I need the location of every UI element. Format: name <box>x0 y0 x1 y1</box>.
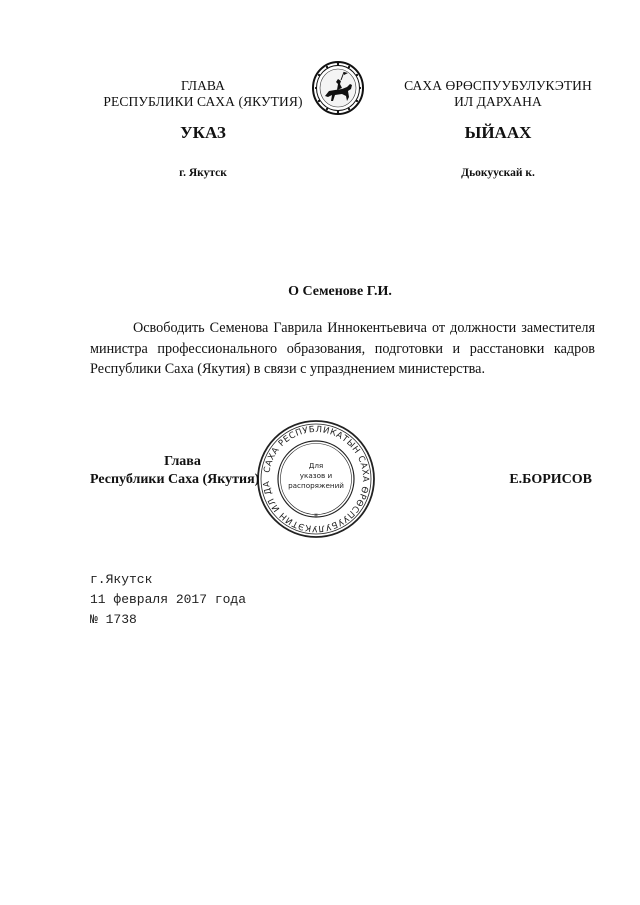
svg-text:*: * <box>314 512 318 521</box>
header-right <box>388 78 608 110</box>
stamp-ring-text: САХА РЕСПУБЛИКАТЫН САХА ӨРӨСПУУБУЛУКЭТИН ИЛ ДА <box>261 424 371 534</box>
footer-number: № 1738 <box>90 612 137 627</box>
title-ukaz: УКАЗ <box>180 123 226 142</box>
coat-of-arms-icon <box>311 60 365 116</box>
header-left <box>88 78 318 110</box>
stamp-inner-line1: Для <box>308 461 324 470</box>
footer-block <box>90 570 390 630</box>
signature-title-line1: Глава <box>164 454 201 469</box>
stamp-inner-line2: указов и <box>299 471 333 480</box>
signature-title-line2: Республики Саха (Якутия) <box>90 472 260 487</box>
stamp-inner-line3: распоряжений <box>288 481 344 490</box>
header-right-line2: ИЛ ДАРХАНА <box>454 94 542 109</box>
document-subject: О Семенове Г.И. <box>288 284 392 299</box>
title-yiyaakh: ЫЙААХ <box>464 123 532 142</box>
footer-date: 11 февраля 2017 года <box>90 592 247 607</box>
signature-name: Е.БОРИСОВ <box>509 472 592 487</box>
header-left-line1: ГЛАВА <box>180 78 226 93</box>
footer-city: г.Якутск <box>90 572 153 587</box>
header-left-line2: РЕСПУБЛИКИ САХА (ЯКУТИЯ) <box>103 94 303 109</box>
header-right-line1: САХА ӨРӨСПУУБУЛУКЭТИН <box>404 78 592 93</box>
document-body: Освободить Семенова Гаврила Иннокентьевича от должности заместителя министра профессионального образования, подготовки и расстановки кадров Республики Саха (Якутия) в связи с упразднением министерства. <box>90 320 595 377</box>
header-city-left: г. Якутск <box>179 167 227 179</box>
header-city-right: Дьокуускай к. <box>461 167 535 179</box>
